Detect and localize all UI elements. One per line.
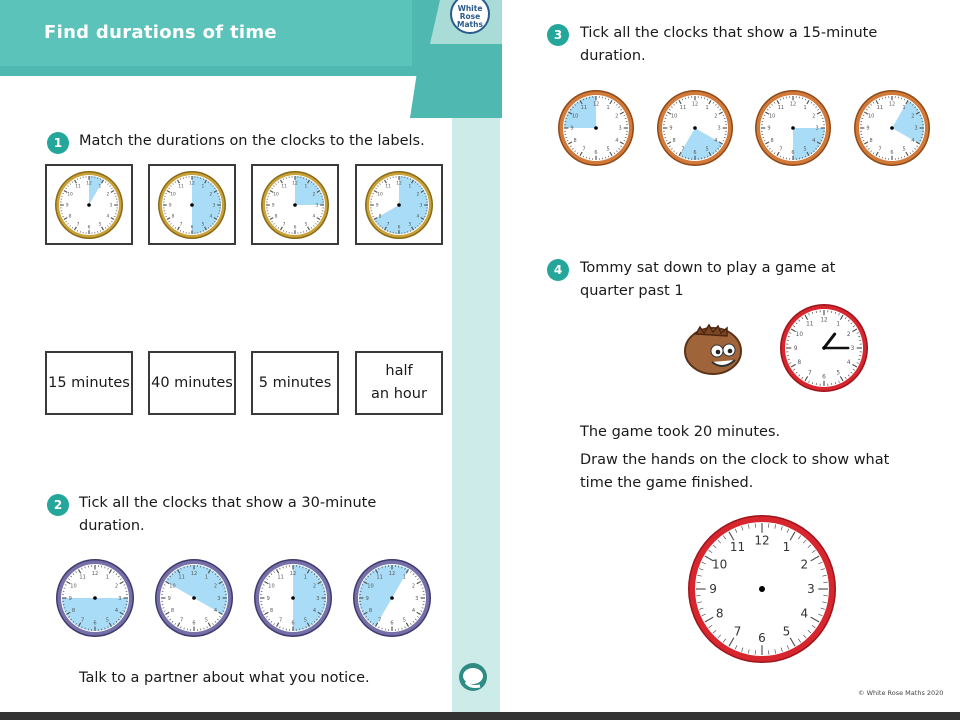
clock-number: 6 bbox=[594, 149, 598, 156]
clock-number: 7 bbox=[733, 624, 742, 639]
clock-number: 12 bbox=[592, 101, 600, 108]
clock-number: 8 bbox=[797, 360, 802, 367]
clock-icon bbox=[53, 169, 125, 241]
clock-number: 8 bbox=[71, 608, 76, 615]
clock-icon bbox=[363, 169, 435, 241]
clock-number: 6 bbox=[190, 224, 194, 230]
clock-number: 1 bbox=[408, 184, 412, 190]
clock-number: 4 bbox=[846, 360, 851, 367]
clock-number: 2 bbox=[800, 557, 809, 572]
clock-number: 12 bbox=[888, 101, 896, 108]
clock-number: 1 bbox=[201, 184, 205, 190]
clock-number: 12 bbox=[691, 101, 699, 108]
clock-number: 8 bbox=[869, 137, 873, 144]
clock-number: 11 bbox=[679, 104, 687, 111]
clock-number: 1 bbox=[204, 574, 209, 581]
clock-number: 1 bbox=[98, 184, 102, 190]
clock-number: 7 bbox=[681, 146, 685, 153]
clock-number: 5 bbox=[408, 222, 412, 228]
clock-number: 9 bbox=[65, 203, 69, 209]
clock-number: 3 bbox=[850, 346, 855, 353]
clock-number: 12 bbox=[292, 181, 298, 187]
clock-number: 5 bbox=[803, 146, 807, 153]
clock-number: 12 bbox=[396, 181, 402, 187]
clock-number: 7 bbox=[377, 617, 382, 624]
clock-number: 6 bbox=[87, 224, 91, 230]
question-2-text: Tick all the clocks that show a 30-minute duration. bbox=[79, 495, 377, 534]
clock-number: 5 bbox=[204, 617, 209, 624]
clock-number: 2 bbox=[114, 583, 119, 590]
q4-instruction-text: Draw the hands on the clock to show what time the game finished. bbox=[580, 452, 890, 491]
clock-number: 8 bbox=[170, 608, 175, 615]
clock-number: 7 bbox=[878, 146, 882, 153]
clock-number: 3 bbox=[109, 203, 113, 209]
clock-number: 10 bbox=[867, 113, 875, 120]
clock-number: 9 bbox=[669, 125, 673, 132]
q2-clock-1[interactable] bbox=[54, 557, 136, 639]
clock-number: 4 bbox=[312, 213, 316, 219]
clock-number: 4 bbox=[312, 608, 317, 615]
clock-number: 9 bbox=[168, 203, 172, 209]
clock-icon bbox=[259, 169, 331, 241]
question-number-4: 4 bbox=[547, 259, 569, 281]
clock-number: 7 bbox=[80, 617, 85, 624]
clock-number: 2 bbox=[911, 113, 915, 120]
clock-number: 2 bbox=[209, 192, 213, 198]
clock-number: 4 bbox=[114, 608, 119, 615]
clock-number: 5 bbox=[705, 146, 709, 153]
clock-number: 7 bbox=[179, 222, 183, 228]
clock-number: 11 bbox=[75, 184, 81, 190]
clock-number: 4 bbox=[209, 213, 213, 219]
clock-number: 1 bbox=[303, 574, 308, 581]
clock-number: 6 bbox=[397, 224, 401, 230]
q3-clock-2[interactable] bbox=[655, 88, 735, 168]
q2-footer-text: Talk to a partner about what you notice. bbox=[79, 670, 370, 686]
clock-number: 11 bbox=[580, 104, 588, 111]
question-1-text: Match the durations on the clocks to the labels. bbox=[79, 133, 425, 149]
clock-number: 10 bbox=[670, 113, 678, 120]
clock-number: 9 bbox=[709, 582, 717, 597]
clock-number: 5 bbox=[105, 617, 110, 624]
clock-number: 2 bbox=[714, 113, 718, 120]
clock-number: 10 bbox=[268, 583, 275, 590]
clock-number: 10 bbox=[70, 583, 77, 590]
clock-number: 11 bbox=[178, 184, 184, 190]
clock-number: 3 bbox=[717, 125, 721, 132]
clock-number: 1 bbox=[705, 104, 709, 111]
clock-number: 8 bbox=[770, 137, 774, 144]
clock-number: 2 bbox=[312, 192, 316, 198]
clock-number: 4 bbox=[615, 137, 619, 144]
clock-number: 10 bbox=[169, 583, 176, 590]
clock-number: 8 bbox=[269, 608, 274, 615]
clock-number: 10 bbox=[367, 583, 374, 590]
clock-number: 8 bbox=[368, 608, 373, 615]
clock-number: 2 bbox=[416, 192, 420, 198]
clock-number: 11 bbox=[178, 574, 185, 581]
question-4-text: Tommy sat down to play a game at quarter past 1 bbox=[580, 260, 836, 299]
clock-number: 1 bbox=[836, 321, 841, 328]
clock-number: 11 bbox=[277, 574, 284, 581]
tommy-character-icon bbox=[682, 318, 748, 378]
clock-number: 6 bbox=[791, 149, 795, 156]
clock-number: 9 bbox=[365, 595, 369, 602]
clock-number: 6 bbox=[890, 149, 894, 156]
clock-number: 7 bbox=[807, 370, 812, 377]
question-number-2: 2 bbox=[47, 494, 69, 516]
label-line: an hour bbox=[371, 386, 427, 402]
clock-number: 7 bbox=[179, 617, 184, 624]
clock-number: 2 bbox=[312, 583, 317, 590]
clock-number: 1 bbox=[402, 574, 407, 581]
q3-clock-3[interactable] bbox=[753, 88, 833, 168]
clock-number: 2 bbox=[846, 331, 851, 338]
q2-clock-4[interactable] bbox=[351, 557, 433, 639]
clock-number: 11 bbox=[385, 184, 391, 190]
question-3-text: Tick all the clocks that show a 15-minute duration. bbox=[580, 25, 878, 64]
clock-number: 3 bbox=[815, 125, 819, 132]
clock-number: 10 bbox=[273, 192, 279, 198]
clock-number: 4 bbox=[800, 606, 809, 621]
clock-number: 5 bbox=[402, 617, 407, 624]
clock-number: 9 bbox=[271, 203, 275, 209]
clock-number: 9 bbox=[767, 125, 771, 132]
clock-number: 7 bbox=[278, 617, 283, 624]
clock-number: 10 bbox=[170, 192, 176, 198]
clock-number: 8 bbox=[715, 606, 724, 621]
clock-number: 12 bbox=[189, 181, 195, 187]
clock-number: 5 bbox=[201, 222, 205, 228]
clock-number: 10 bbox=[795, 331, 803, 338]
q1-label-15-minutes[interactable]: 15 minutes bbox=[45, 351, 133, 415]
clock-number: 6 bbox=[693, 149, 697, 156]
clock-number: 11 bbox=[806, 321, 814, 328]
clock-number: 8 bbox=[573, 137, 577, 144]
clock-number: 1 bbox=[782, 539, 791, 554]
clock-number: 10 bbox=[768, 113, 776, 120]
q1-clock-box-2[interactable] bbox=[148, 164, 236, 245]
clock-number: 8 bbox=[68, 213, 72, 219]
clock-number: 10 bbox=[712, 557, 728, 572]
clock-number: 5 bbox=[836, 370, 841, 377]
clock-number: 12 bbox=[388, 570, 396, 577]
clock-number: 2 bbox=[812, 113, 816, 120]
clock-number: 2 bbox=[411, 583, 416, 590]
clock-number: 6 bbox=[291, 620, 295, 627]
clock-number: 11 bbox=[729, 539, 746, 554]
clock-number: 7 bbox=[779, 146, 783, 153]
clock-number: 5 bbox=[98, 222, 102, 228]
clock-number: 12 bbox=[289, 570, 297, 577]
clock-number: 3 bbox=[807, 582, 815, 597]
q1-clock-box-1[interactable] bbox=[45, 164, 133, 245]
clock-number: 12 bbox=[754, 533, 770, 548]
copyright: © White Rose Maths 2020 bbox=[858, 689, 944, 697]
question-number-3: 3 bbox=[547, 24, 569, 46]
clock-number: 5 bbox=[606, 146, 610, 153]
clock-number: 7 bbox=[76, 222, 80, 228]
clock-number: 7 bbox=[386, 222, 390, 228]
clock-number: 5 bbox=[304, 222, 308, 228]
clock-number: 1 bbox=[304, 184, 308, 190]
clock-number: 4 bbox=[812, 137, 816, 144]
clock-number: 6 bbox=[192, 620, 196, 627]
clock-number: 4 bbox=[411, 608, 416, 615]
clock-number: 6 bbox=[390, 620, 394, 627]
clock-number: 10 bbox=[377, 192, 383, 198]
clock-number: 1 bbox=[902, 104, 906, 111]
clock-number: 1 bbox=[606, 104, 610, 111]
clock-number: 4 bbox=[911, 137, 915, 144]
clock-number: 11 bbox=[376, 574, 383, 581]
clock-number: 5 bbox=[303, 617, 308, 624]
clock-number: 10 bbox=[67, 192, 73, 198]
question-number-1: 1 bbox=[47, 132, 69, 154]
clock-number: 9 bbox=[68, 595, 72, 602]
label-line: half bbox=[385, 363, 413, 379]
q4-duration-text: The game took 20 minutes. bbox=[580, 424, 781, 440]
clock-number: 7 bbox=[582, 146, 586, 153]
clock-number: 3 bbox=[618, 125, 622, 132]
clock-number: 2 bbox=[615, 113, 619, 120]
clock-number: 5 bbox=[902, 146, 906, 153]
clock-number: 3 bbox=[118, 595, 122, 602]
clock-number: 2 bbox=[213, 583, 218, 590]
q3-clock-4[interactable] bbox=[852, 88, 932, 168]
clock-number: 3 bbox=[212, 203, 216, 209]
clock-number: 4 bbox=[213, 608, 218, 615]
clock-number: 9 bbox=[266, 595, 270, 602]
clock-number: 6 bbox=[293, 224, 297, 230]
page-title: Find durations of time bbox=[44, 22, 277, 43]
clock-number: 4 bbox=[714, 137, 718, 144]
q3-clock-1[interactable] bbox=[556, 88, 636, 168]
clock-number: 12 bbox=[91, 570, 99, 577]
clock-number: 1 bbox=[803, 104, 807, 111]
bottom-border bbox=[0, 712, 960, 720]
clock-number: 6 bbox=[758, 631, 766, 646]
clock-number: 9 bbox=[570, 125, 574, 132]
clock-icon bbox=[156, 169, 228, 241]
clock-number: 12 bbox=[789, 101, 797, 108]
clock-number: 8 bbox=[672, 137, 676, 144]
clock-number: 8 bbox=[274, 213, 278, 219]
clock-number: 1 bbox=[105, 574, 110, 581]
q4-game-start-clock bbox=[778, 300, 870, 396]
clock-number: 9 bbox=[375, 203, 379, 209]
clock-number: 12 bbox=[820, 317, 828, 324]
clock-number: 3 bbox=[315, 203, 319, 209]
q1-label-half-an-hour[interactable] bbox=[355, 351, 443, 415]
clock-number: 12 bbox=[86, 181, 92, 187]
clock-number: 8 bbox=[171, 213, 175, 219]
clock-number: 9 bbox=[793, 346, 798, 353]
clock-number: 3 bbox=[415, 595, 419, 602]
clock-number: 9 bbox=[167, 595, 171, 602]
q2-clock-2[interactable] bbox=[153, 557, 235, 639]
clock-number: 11 bbox=[79, 574, 86, 581]
clock-number: 7 bbox=[282, 222, 286, 228]
clock-number: 2 bbox=[106, 192, 110, 198]
clock-number: 11 bbox=[281, 184, 287, 190]
clock-number: 3 bbox=[316, 595, 320, 602]
clock-number: 5 bbox=[782, 624, 791, 639]
clock-number: 9 bbox=[866, 125, 870, 132]
q1-label-40-minutes[interactable]: 40 minutes bbox=[148, 351, 236, 415]
white-rose-maths-logo: White Rose Maths bbox=[450, 0, 490, 34]
clock-number: 3 bbox=[914, 125, 918, 132]
clock-number: 8 bbox=[378, 213, 382, 219]
talk-bubble-icon bbox=[458, 662, 488, 694]
clock-number: 10 bbox=[571, 113, 579, 120]
q1-clock-box-3[interactable] bbox=[251, 164, 339, 245]
clock-number: 11 bbox=[777, 104, 785, 111]
clock-number: 4 bbox=[416, 213, 420, 219]
q4-blank-clock-to-draw[interactable] bbox=[686, 510, 838, 668]
clock-number: 4 bbox=[106, 213, 110, 219]
q1-label-5-minutes[interactable]: 5 minutes bbox=[251, 351, 339, 415]
clock-number: 11 bbox=[876, 104, 884, 111]
clock-number: 3 bbox=[217, 595, 221, 602]
clock-number: 6 bbox=[822, 374, 826, 381]
page-divider-stripe bbox=[452, 118, 500, 720]
q1-clock-box-4[interactable] bbox=[355, 164, 443, 245]
clock-number: 3 bbox=[419, 203, 423, 209]
clock-number: 12 bbox=[190, 570, 198, 577]
q2-clock-3[interactable] bbox=[252, 557, 334, 639]
clock-number: 6 bbox=[93, 620, 97, 627]
